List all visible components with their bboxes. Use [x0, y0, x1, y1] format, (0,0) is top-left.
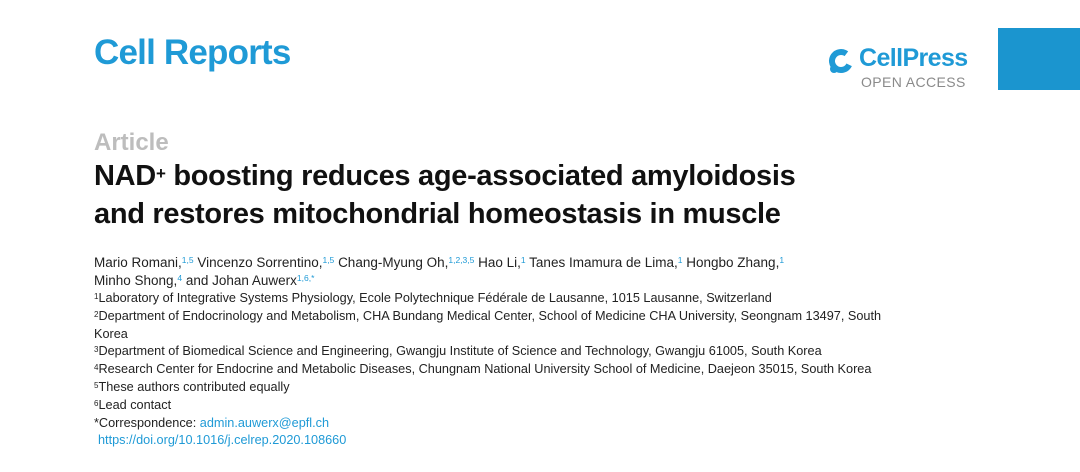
article-title: [94, 157, 974, 233]
affiliation-item-continued: Korea: [94, 326, 128, 341]
title-line-2: and restores mitochondrial homeostasis in muscle: [94, 198, 781, 230]
author-affiliation-ref[interactable]: 1: [520, 255, 526, 265]
lead-contact-note: $^6$Lead contact: [94, 397, 172, 412]
author-affiliation-ref[interactable]: 1,5: [181, 255, 194, 265]
author-affiliation-ref[interactable]: 1: [677, 255, 683, 265]
journal-color-block: [998, 28, 1080, 90]
article-type-label: Article: [94, 129, 169, 156]
author-affiliation-ref[interactable]: 1,5: [322, 255, 335, 265]
title-line-1: NAD+ boosting reduces age-associated amyloidosis: [94, 160, 796, 192]
author-name: Tanes Imamura de Lima,: [529, 255, 678, 270]
author-name: Hongbo Zhang,: [686, 255, 780, 270]
title-superscript: +: [155, 164, 166, 183]
author-affiliation-ref[interactable]: 4: [177, 273, 183, 283]
affiliation-item: $^2$Department of Endocrinology and Metabolism, CHA Bundang Medical Center, School of Medicine CHA University, Seongnam 13497, South: [94, 308, 882, 323]
correspondence: *Correspondence: admin.auwerx@epfl.ch: [94, 415, 330, 430]
author-note: $^5$These authors contributed equally: [94, 379, 290, 394]
author-name: Chang-Myung Oh,: [338, 255, 449, 270]
publisher-name: CellPress: [859, 44, 968, 72]
publisher-logo: [826, 44, 976, 92]
correspondence-email-link[interactable]: admin.auwerx@epfl.ch: [199, 415, 330, 430]
author-name: and Johan Auwerx: [185, 273, 297, 288]
doi-row: [94, 432, 994, 450]
author-name: Vincenzo Sorrentino,: [197, 255, 323, 270]
author-affiliation-ref[interactable]: 1,6,*: [296, 273, 315, 283]
affiliation-item: $^3$Department of Biomedical Science and Engineering, Gwangju Institute of Science and Technology, Gwangju 61005, South Korea: [94, 344, 822, 359]
author-name: Hao Li,: [478, 255, 521, 270]
author-name: Minho Shong,: [94, 273, 178, 288]
author-name: Mario Romani,: [94, 255, 182, 270]
cellpress-logo-icon: [826, 46, 856, 76]
author-affiliation-ref[interactable]: 1,2,3,5: [448, 255, 475, 265]
open-access-label: OPEN ACCESS: [861, 74, 966, 90]
affiliations: [94, 290, 994, 450]
author-affiliation-ref[interactable]: 1: [779, 255, 785, 265]
affiliation-item: $^4$Research Center for Endocrine and Metabolic Diseases, Chungnam National University School of Medicine, Daejeon 35015, South Korea: [94, 362, 872, 377]
author-list: [94, 254, 994, 290]
doi-link[interactable]: https://doi.org/10.1016/j.celrep.2020.108660: [98, 433, 347, 448]
affiliation-item: $^1$Laboratory of Integrative Systems Physiology, Ecole Polytechnique Fédérale de Lausanne, 1015 Lausanne, Switzerland: [94, 291, 772, 305]
journal-name: Cell Reports: [94, 33, 291, 72]
